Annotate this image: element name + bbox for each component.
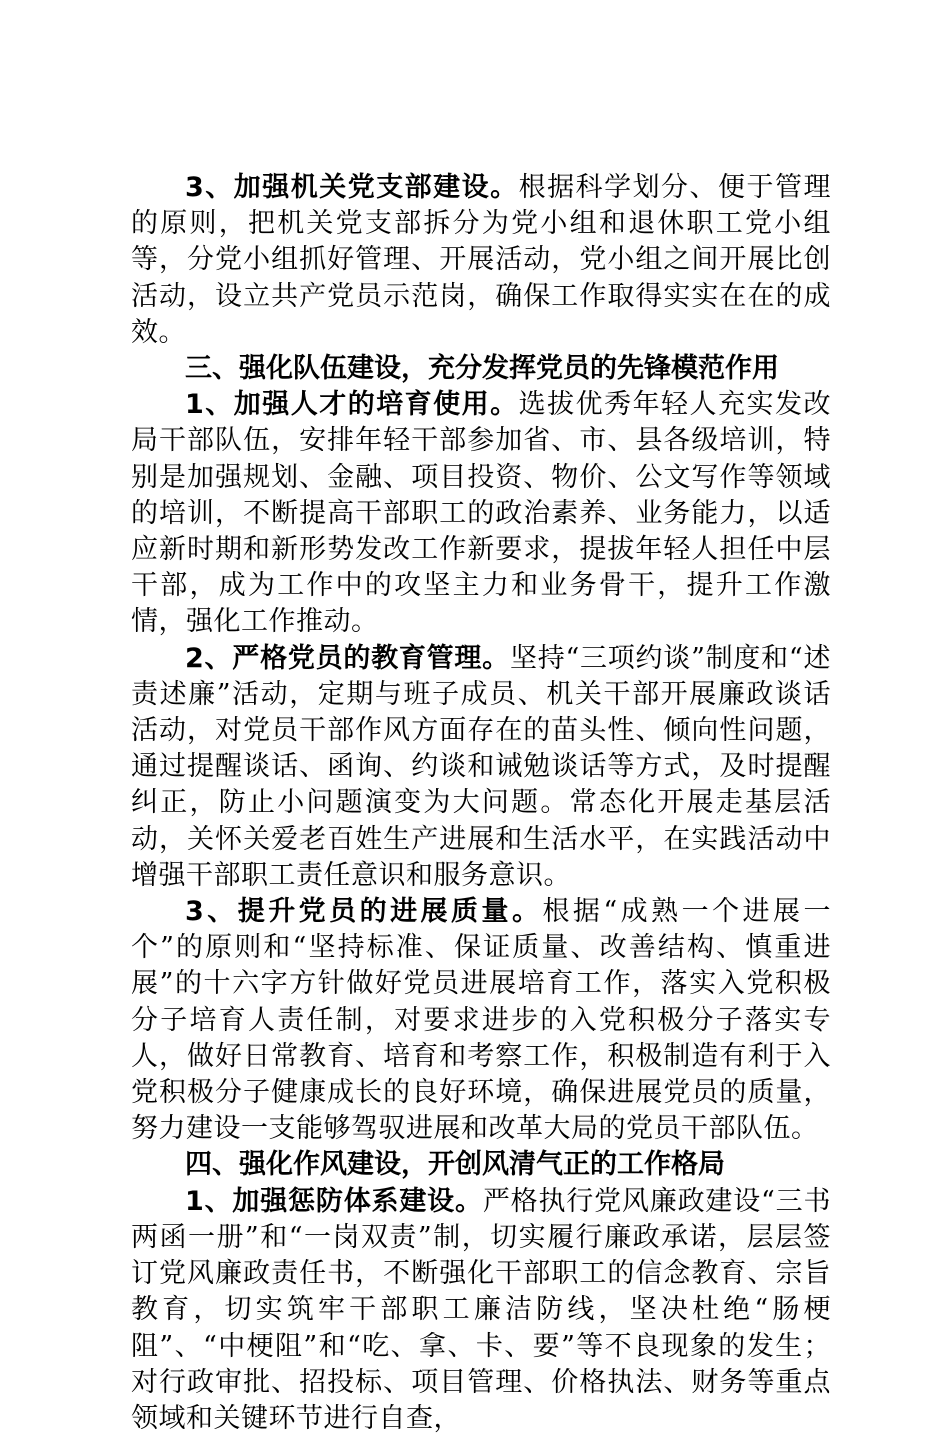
paragraph-party-branch-construction bbox=[131, 170, 831, 351]
paragraph-prevention-system bbox=[131, 1184, 831, 1437]
document-body bbox=[131, 170, 831, 1437]
paragraph-talent-training bbox=[131, 387, 831, 640]
paragraph-member-education bbox=[131, 641, 831, 894]
paragraph-body: 选拔优秀年轻人充实发改局干部队伍，安排年轻干部参加省、市、县各级培训，特别是加强规划、金融、项目投资、物价、公文写作等领域的培训，不断提高干部职工的政治素养、业务能力，以适应新时期和新形势发改工作新要求，提拔年轻人担任中层干部，成为工作中的攻坚主力和业务骨干，提升工作激情，强化工作推动。 bbox=[131, 389, 831, 638]
paragraph-body: 根据科学划分、便于管理的原则，把机关党支部拆分为党小组和退休职工党小组等，分党小组抓好管理、开展活动，党小组之间开展比创活动，设立共产党员示范岗，确保工作取得实实在在的成效。 bbox=[131, 172, 831, 348]
paragraph-body: 严格执行党风廉政建设“三书两函一册”和“一岗双责”制，切实履行廉政承诺，层层签订党风廉政责任书，不断强化干部职工的信念教育、宗旨教育，切实筑牢干部职工廉洁防线，坚决杜绝“肠梗阻”、“中梗阻”和“吃、拿、卡、要”等不良现象的发生；对行政审批、招投标、项目管理、价格执法、财务等重点领域和关键环节进行自查， bbox=[131, 1185, 831, 1434]
section-heading-work-style: 四、强化作风建设，开创风清气正的工作格局 bbox=[185, 1149, 725, 1181]
paragraph-lead: 3、提升党员的进展质量。 bbox=[185, 896, 543, 928]
paragraph-lead: 1、加强惩防体系建设。 bbox=[185, 1185, 483, 1217]
paragraph-lead: 2、严格党员的教育管理。 bbox=[185, 642, 510, 674]
paragraph-member-development-quality bbox=[131, 894, 831, 1147]
paragraph-body: 坚持“三项约谈”制度和“述责述廉”活动，定期与班子成员、机关干部开展廉政谈话活动，对党员干部作风方面存在的苗头性、倾向性问题，通过提醒谈话、函询、约谈和诫勉谈话等方式，及时提醒纠正，防止小问题演变为大问题。常态化开展走基层活动，关怀关爱老百姓生产进展和生活水平，在实践活动中增强干部职工责任意识和服务意识。 bbox=[131, 642, 831, 891]
paragraph-lead: 1、加强人才的培育使用。 bbox=[185, 389, 519, 421]
paragraph-body: 根据“成熟一个进展一个”的原则和“坚持标准、保证质量、改善结构、慎重进展”的十六字方针做好党员进展培育工作，落实入党积极分子培育人责任制，对要求进步的入党积极分子落实专人，做好日常教育、培育和考察工作，积极制造有利于入党积极分子健康成长的良好环境，确保进展党员的质量，努力建设一支能够驾驭进展和改革大局的党员干部队伍。 bbox=[131, 896, 831, 1145]
paragraph-lead: 3、加强机关党支部建设。 bbox=[185, 172, 519, 203]
section-heading-team-building: 三、强化队伍建设，充分发挥党员的先锋模范作用 bbox=[185, 353, 779, 385]
